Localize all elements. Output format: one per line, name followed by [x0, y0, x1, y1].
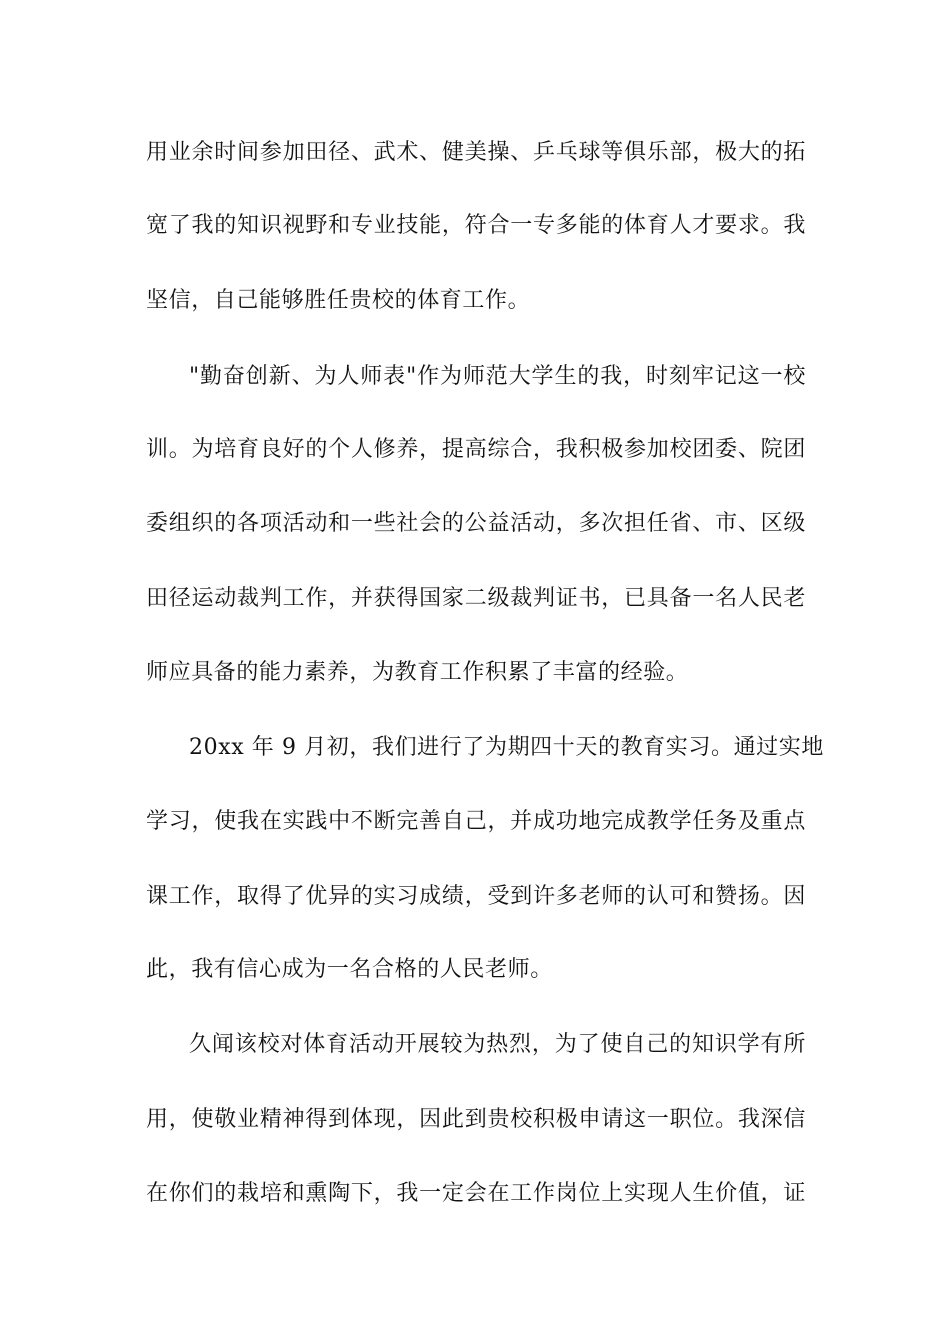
text-line: 师应具备的能力素养，为教育工作积累了丰富的经验。: [146, 660, 689, 685]
text-line: 田径运动裁判工作，并获得国家二级裁判证书，已具备一名人民老: [146, 586, 806, 611]
text-line: 在你们的栽培和熏陶下，我一定会在工作岗位上实现人生价值，证: [146, 1181, 806, 1206]
text-line: 用，使敬业精神得到体现，因此到贵校积极申请这一职位。我深信: [146, 1107, 806, 1132]
text-line: 委组织的各项活动和一些社会的公益活动，多次担任省、市、区级: [146, 511, 806, 536]
text-line: 坚信，自己能够胜任贵校的体育工作。: [146, 288, 531, 313]
text-line: 课工作，取得了优异的实习成绩，受到许多老师的认可和赞扬。因: [146, 884, 806, 909]
text-line: 久闻该校对体育活动开展较为热烈，为了使自己的知识学有所: [189, 1032, 806, 1057]
text-line: 20xx 年 9 月初，我们进行了为期四十天的教育实习。通过实地: [189, 735, 824, 760]
text-line: 用业余时间参加田径、武术、健美操、乒乓球等俱乐部，极大的拓: [146, 140, 806, 165]
text-line: 训。为培育良好的个人修养，提高综合，我积极参加校团委、院团: [146, 437, 806, 462]
text-line: 此，我有信心成为一名合格的人民老师。: [146, 957, 553, 982]
text-line: 宽了我的知识视野和专业技能，符合一专多能的体育人才要求。我: [146, 213, 806, 238]
text-line: "勤奋创新、为人师表"作为师范大学生的我，时刻牢记这一校: [189, 364, 806, 389]
text-line: 学习，使我在实践中不断完善自己，并成功地完成教学任务及重点: [146, 809, 806, 834]
